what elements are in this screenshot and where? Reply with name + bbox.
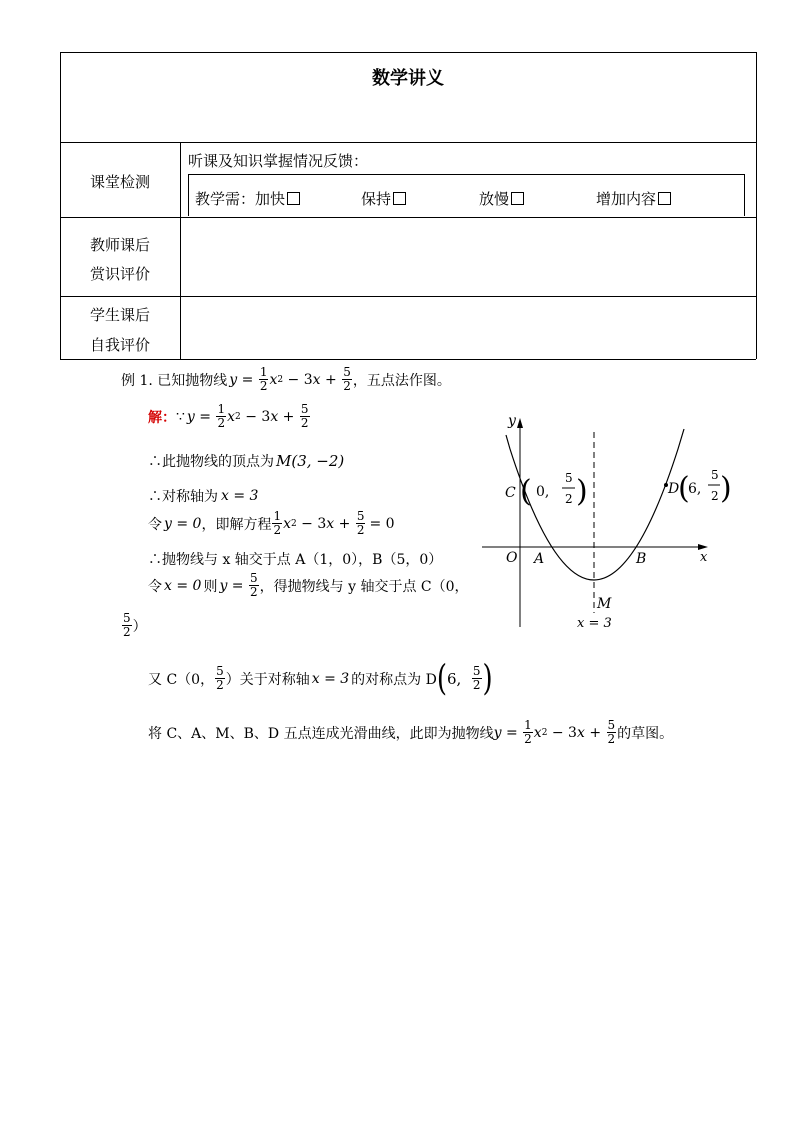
example-intro: 例 1. 已知抛物线 y = $\frac{1}{2}$ x 2 − 3 x + $\frac{5}{2}$ ，五点法作图。 (121, 365, 451, 393)
y0-eq: y = 0 (164, 515, 202, 532)
example-intro-tail: ，五点法作图。 (352, 372, 451, 389)
symmetry-axis-label: x = 3 (577, 616, 612, 631)
option-keep (361, 188, 406, 209)
point-d-coord: 6, (688, 481, 702, 497)
checkbox-add[interactable] (658, 192, 671, 205)
option-slow-label: 放慢 (479, 190, 510, 208)
teacher-eval-line1: 教师课后 (89, 236, 150, 254)
point-d-paren-right: ) (720, 471, 732, 506)
point-c-label: C (505, 485, 516, 501)
axis-text: ∴对称轴为 (148, 489, 218, 505)
solution-label: 解： (148, 409, 176, 426)
connect-text: 将 C、A、M、B、D 五点连成光滑曲线，此即为抛物线 (148, 725, 494, 742)
student-eval-label (60, 300, 180, 360)
eq-tail: = 0 (369, 515, 395, 532)
checkbox-speedup[interactable] (287, 192, 300, 205)
student-eval-line1: 学生课后 (89, 306, 150, 324)
example-intro-text: 例 1. 已知抛物线 (121, 372, 228, 389)
symmetric-line: 又 C（0， $\frac{5}{2}$ ）关于对称轴 x = 3 的对称点为 D ( 6, $\frac{5}{2}$ ) (148, 658, 493, 699)
vertex-value: M(3, −2) (276, 452, 345, 470)
y-axis-arrow (517, 418, 523, 428)
again-mid: ）关于对称轴 (225, 671, 310, 688)
teaching-need-speedup (195, 188, 300, 209)
let-y0: 令 (148, 516, 162, 533)
point-d-num: 5 (711, 468, 719, 482)
y-intersect-line: 令 x = 0 则 y = $\frac{5}{2}$ ，得抛物线与 y 轴交于点 C（0， (148, 571, 469, 599)
page-title: 数学讲义 (372, 68, 444, 89)
vertex-line (148, 451, 344, 471)
class-check-label: 课堂检测 (89, 173, 150, 191)
parabola-graph (470, 405, 730, 635)
solve-line: 令 y = 0 ，即解方程 $\frac{1}{2}$ x 2 − 3 x + $\frac{5}{2}$ = 0 (148, 509, 395, 537)
point-c-paren-right: ) (576, 474, 588, 509)
origin-label: O (506, 550, 518, 566)
y-axis-label: y (508, 413, 516, 429)
point-m-label: M (597, 596, 612, 612)
axis-value: x = 3 (221, 488, 259, 504)
x-axis-label: x (700, 550, 708, 565)
option-add (596, 188, 671, 209)
y-intersect-wrap: $\frac{5}{2}$ ） (123, 611, 147, 639)
again-axis: x = 3 (311, 670, 350, 687)
solve-text: ，即解方程 (201, 516, 272, 533)
because-symbol: ∵ (176, 408, 185, 425)
point-a-label: A (534, 551, 545, 567)
again-tail: 的对称点为 D (351, 671, 437, 688)
feedback-prompt: 听课及知识掌握情况反馈： (188, 152, 369, 170)
teacher-eval-line2: 赏识评价 (89, 265, 150, 283)
student-eval-content[interactable] (181, 297, 755, 358)
point-c-paren-left: ( (520, 474, 532, 509)
point-d-label: D (668, 481, 680, 497)
student-eval-line2: 自我评价 (89, 336, 150, 354)
teacher-eval-label (60, 231, 180, 289)
x-intersect-line (148, 549, 442, 569)
vertex-text: ∴此抛物线的顶点为 (148, 454, 274, 470)
solution-line: 解： ∵ y = $\frac{1}{2}$ x 2 − 3 x + $\frac{5}{2}$ (148, 402, 309, 430)
y-intersect-tail: ） (132, 618, 147, 635)
axis-line (148, 486, 258, 506)
x0-eq: x = 0 (164, 577, 202, 594)
connect-line: 将 C、A、M、B、D 五点连成光滑曲线，此即为抛物线 y = $\frac{1}{2}$ x 2 − 3 x + $\frac{5}{2}$ 的草图。 (148, 718, 674, 746)
x-intersect-text: ∴抛物线与 x 轴交于点 A（1，0），B（5，0） (148, 552, 443, 568)
teaching-need-label: 教学需：加快 (195, 190, 286, 208)
point-b-label: B (636, 551, 647, 567)
option-keep-label: 保持 (361, 190, 392, 208)
option-add-label: 增加内容 (596, 190, 657, 208)
y-intersect-text: ，得抛物线与 y 轴交于点 C（0， (259, 578, 469, 595)
point-d-den: 2 (711, 489, 719, 503)
checkbox-keep[interactable] (393, 192, 406, 205)
teacher-eval-content[interactable] (181, 218, 755, 295)
point-c-den: 2 (565, 492, 573, 506)
point-c-num: 5 (565, 471, 573, 485)
again-text: 又 C（0， (148, 671, 215, 688)
checkbox-slow[interactable] (511, 192, 524, 205)
connect-tail: 的草图。 (617, 725, 674, 742)
point-d-paren-left: ( (678, 471, 690, 506)
let-x0: 令 (148, 578, 162, 595)
option-slow (479, 188, 524, 209)
then-text: 则 (203, 578, 218, 595)
point-c-coord: 0, (536, 484, 550, 500)
parabola-left-tail (506, 435, 510, 449)
